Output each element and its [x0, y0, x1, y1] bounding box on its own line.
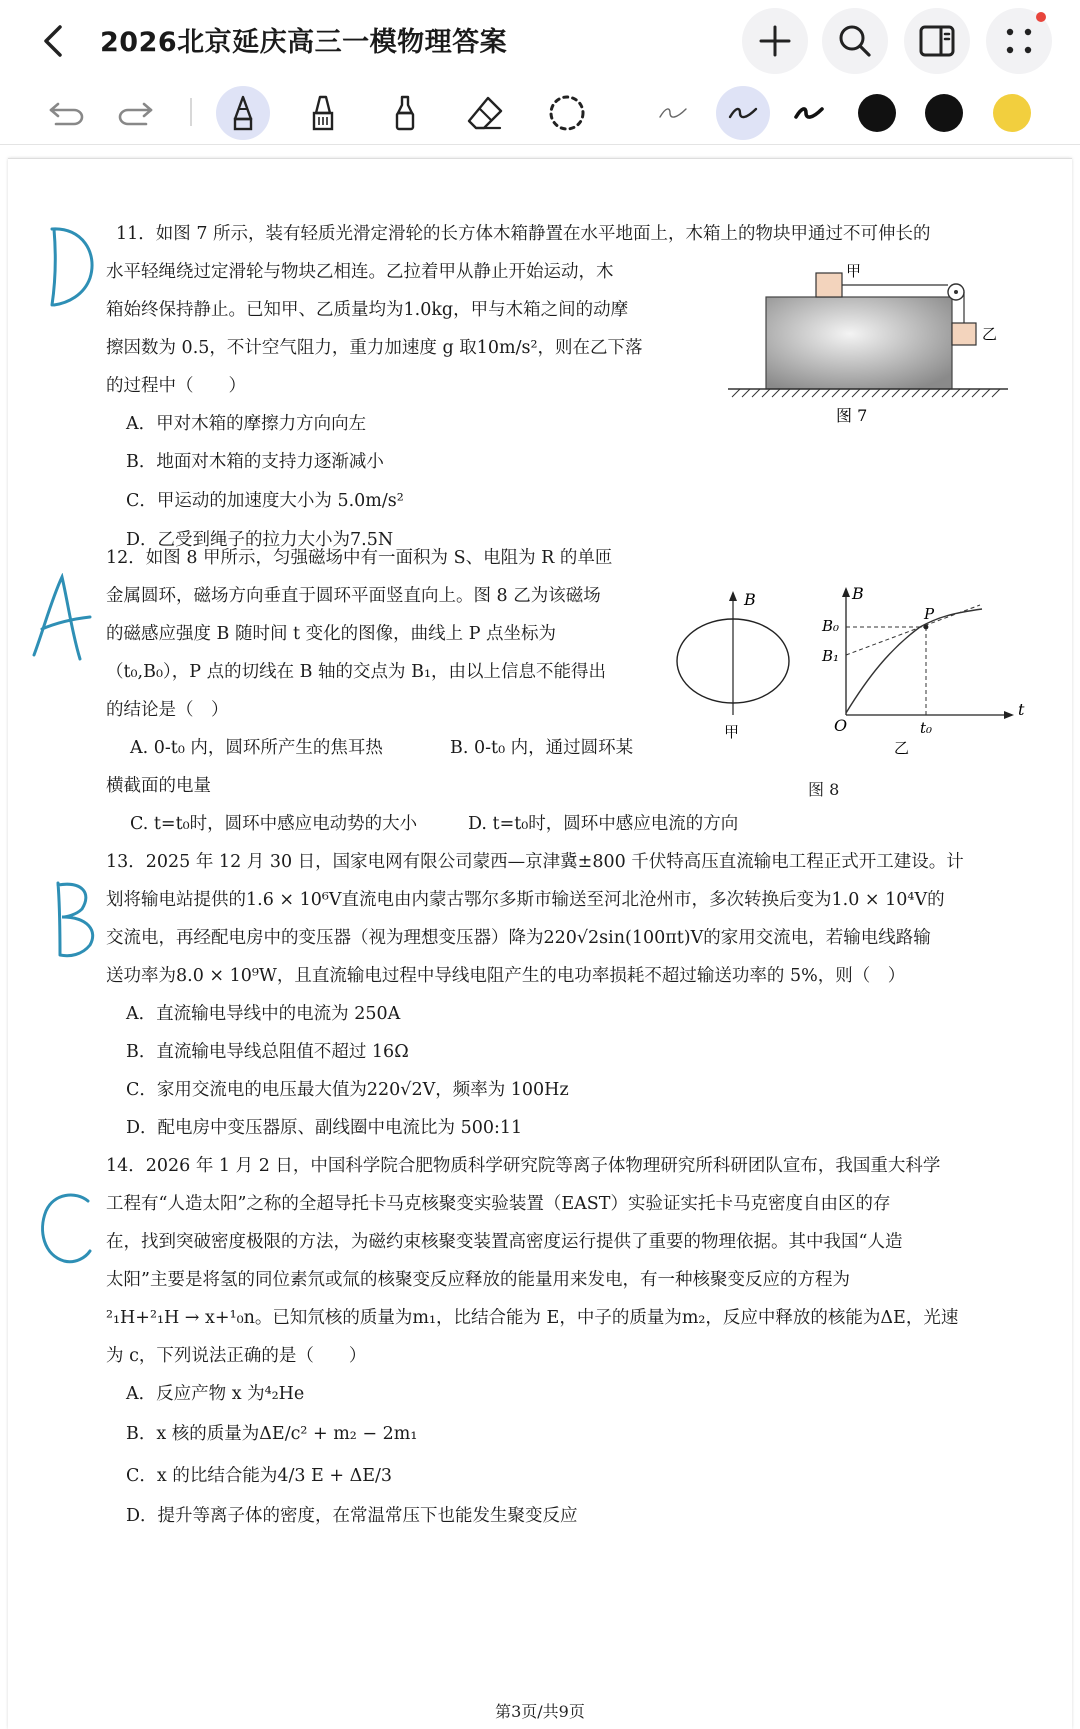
- add-button[interactable]: [742, 8, 808, 74]
- graph-b1-label: B₁: [822, 647, 840, 665]
- medium-stroke-icon: [728, 105, 758, 121]
- graph-b-axis-label: B: [852, 587, 864, 603]
- q13-option-a: A．直流输电导线中的电流为 250A: [126, 1004, 401, 1024]
- highlighter-tool[interactable]: [378, 86, 432, 140]
- fig8-label-yi: 乙: [894, 739, 910, 757]
- back-button[interactable]: [30, 18, 76, 64]
- chevron-left-icon: [41, 23, 65, 59]
- handwritten-answer-b: [48, 879, 108, 959]
- q14-line4: 太阳”主要是将氢的同位素氘或氚的核聚变反应释放的能量用来发电，有一种核聚变反应的方程为: [106, 1270, 850, 1290]
- fig7-label-yi: 乙: [982, 325, 998, 343]
- q14-option-d: D．提升等离子体的密度，在常温常压下也能发生聚变反应: [126, 1506, 578, 1526]
- pen-tool[interactable]: [216, 86, 270, 140]
- q14-line6: 为 c，下列说法正确的是（ ）: [106, 1346, 367, 1366]
- q11-line4: 擦因数为 0.5，不计空气阻力，重力加速度 g 取10m/s²，则在乙下落: [106, 338, 643, 358]
- q12-option-d: D. t=t₀时，圆环中感应电流的方向: [468, 814, 739, 834]
- q11-option-c: C．甲运动的加速度大小为 5.0m/s²: [126, 491, 404, 511]
- q12-line4: （t₀,B₀），P 点的切线在 B 轴的交点为 B₁，由以上信息不能得出: [106, 662, 606, 682]
- q11-line3: 箱始终保持静止。已知甲、乙质量均为1.0kg，甲与木箱之间的动摩: [106, 300, 629, 320]
- lasso-icon: [547, 93, 587, 133]
- panel-icon: [919, 25, 955, 57]
- handwritten-answer-a: [28, 573, 98, 663]
- more-icon: [1002, 24, 1036, 58]
- eraser-tool[interactable]: [458, 86, 512, 140]
- q14-option-a: A．反应产物 x 为⁴₂He: [126, 1384, 305, 1404]
- q14-line3: 在，找到突破密度极限的方法，为磁约束核聚变装置高密度运行提供了重要的物理依据。其中我国“人造: [106, 1232, 903, 1252]
- q13-option-d: D．配电房中变压器原、副线圈中电流比为 500:11: [126, 1118, 523, 1138]
- color-black-2[interactable]: [925, 94, 963, 132]
- notification-dot: [1036, 12, 1046, 22]
- marker-icon: [311, 95, 335, 131]
- eraser-icon: [466, 95, 504, 131]
- q13-line1: 13．2025 年 12 月 30 日，国家电网有限公司蒙西—京津冀±800 千伏特高压直流输电工程正式开工建设。计: [106, 852, 964, 872]
- graph-origin-label: O: [834, 716, 848, 735]
- pen-icon: [231, 95, 255, 131]
- q13-option-b: B．直流输电导线总阻值不超过 16Ω: [126, 1042, 409, 1062]
- plus-icon: [758, 24, 792, 58]
- handwritten-answer-d: [42, 223, 102, 313]
- q14-option-b: B．x 核的质量为ΔE/c² + m₂ − 2m₁: [126, 1424, 418, 1444]
- q11-line1: 11．如图 7 所示，装有轻质光滑定滑轮的长方体木箱静置在水平地面上，木箱上的物块甲通过不可伸长的: [116, 224, 931, 244]
- q12-line2: 金属圆环，磁场方向垂直于圆环平面竖直向上。图 8 乙为该磁场: [106, 586, 601, 606]
- q12-option-b-cont: 横截面的电量: [106, 776, 211, 796]
- q12-option-a: A. 0-t₀ 内，圆环所产生的焦耳热: [130, 738, 383, 758]
- toolbar-divider: [190, 98, 192, 126]
- page-number: 第3页/共9页: [495, 1702, 585, 1721]
- q11-line5: 的过程中（ ）: [106, 376, 246, 396]
- lasso-tool[interactable]: [540, 86, 594, 140]
- q14-line2: 工程有“人造太阳”之称的全超导托卡马克核聚变实验装置（EAST）实验证实托卡马克密度自由区的存: [106, 1194, 891, 1214]
- fig7-caption: 图 7: [836, 406, 868, 425]
- thick-stroke-icon: [794, 105, 824, 121]
- search-button[interactable]: [822, 8, 888, 74]
- q12-line3: 的磁感应强度 B 随时间 t 变化的图像，曲线上 P 点坐标为: [106, 624, 557, 644]
- handwritten-answer-c: [36, 1189, 96, 1269]
- sidebar-toggle-button[interactable]: [904, 8, 970, 74]
- redo-icon: [116, 100, 154, 126]
- q13-line4: 送功率为8.0 × 10⁹W，且直流输电过程中导线电阻产生的电功率损耗不超过输送功率的 5%，则（ ）: [106, 966, 906, 986]
- ring-b-label: B: [744, 590, 756, 609]
- stroke-thick[interactable]: [782, 86, 836, 140]
- q14-line5: ²₁H+²₁H → x+¹₀n。已知氘核的质量为m₁，比结合能为 E，中子的质量为m₂，反应中释放的核能为ΔE，光速: [106, 1308, 959, 1328]
- fig8-label-jia: 甲: [724, 723, 740, 741]
- graph-b0-label: B₀: [822, 617, 840, 635]
- marker-tool[interactable]: [296, 86, 350, 140]
- search-icon: [837, 23, 873, 59]
- graph-t-axis-label: t: [1018, 700, 1025, 719]
- graph-p-label: P: [924, 605, 935, 623]
- stroke-medium[interactable]: [716, 86, 770, 140]
- figure-8-ring-and-graph: [628, 587, 1048, 757]
- q13-option-c: C．家用交流电的电压最大值为220√2V，频率为 100Hz: [126, 1080, 569, 1100]
- highlighter-icon: [393, 95, 417, 131]
- q11-line2: 水平轻绳绕过定滑轮与物块乙相连。乙拉着甲从静止开始运动，木: [106, 262, 614, 282]
- top-bar: [0, 0, 1080, 82]
- thin-stroke-icon: [658, 105, 688, 121]
- fig8-caption: 图 8: [808, 780, 840, 799]
- stroke-thin[interactable]: [646, 86, 700, 140]
- annotation-toolbar: [0, 82, 1080, 145]
- q11-option-d: D．乙受到绳子的拉力大小为7.5N: [126, 530, 394, 550]
- q12-option-b: B. 0-t₀ 内，通过圆环某: [450, 738, 634, 758]
- q13-line3: 交流电，再经配电房中的变压器（视为理想变压器）降为220√2sin(100πt)V的家用交流电，若输电线路输: [106, 928, 931, 948]
- undo-button[interactable]: [40, 86, 94, 140]
- q11-option-a: A．甲对木箱的摩擦力方向向左: [126, 414, 367, 434]
- q12-line1: 12．如图 8 甲所示，匀强磁场中有一面积为 S、电阻为 R 的单匝: [106, 548, 613, 568]
- redo-button[interactable]: [108, 86, 162, 140]
- color-yellow[interactable]: [993, 94, 1031, 132]
- document-page: [8, 158, 1072, 1729]
- document-title: 2026北京延庆高三一模物理答案: [100, 27, 508, 58]
- undo-icon: [48, 100, 86, 126]
- q11-option-b: B．地面对木箱的支持力逐渐减小: [126, 452, 384, 472]
- q14-option-c: C．x 的比结合能为4/3 E + ΔE/3: [126, 1466, 393, 1486]
- q13-line2: 划将输电站提供的1.6 × 10⁶V直流电由内蒙古鄂尔多斯市输送至河北沧州市，多次转换后变为1.0 × 10⁴V的: [106, 890, 945, 910]
- q12-option-c: C. t=t₀时，圆环中感应电动势的大小: [130, 814, 418, 834]
- graph-t0-label: t₀: [920, 719, 933, 737]
- figure-7-box-pulley: [708, 261, 1028, 431]
- q12-line5: 的结论是（ ）: [106, 700, 229, 720]
- q14-line1: 14．2026 年 1 月 2 日，中国科学院合肥物质科学研究院等离子体物理研究所科研团队宣布，我国重大科学: [106, 1156, 941, 1176]
- fig7-label-jia: 甲: [846, 262, 862, 280]
- color-black-1[interactable]: [858, 94, 896, 132]
